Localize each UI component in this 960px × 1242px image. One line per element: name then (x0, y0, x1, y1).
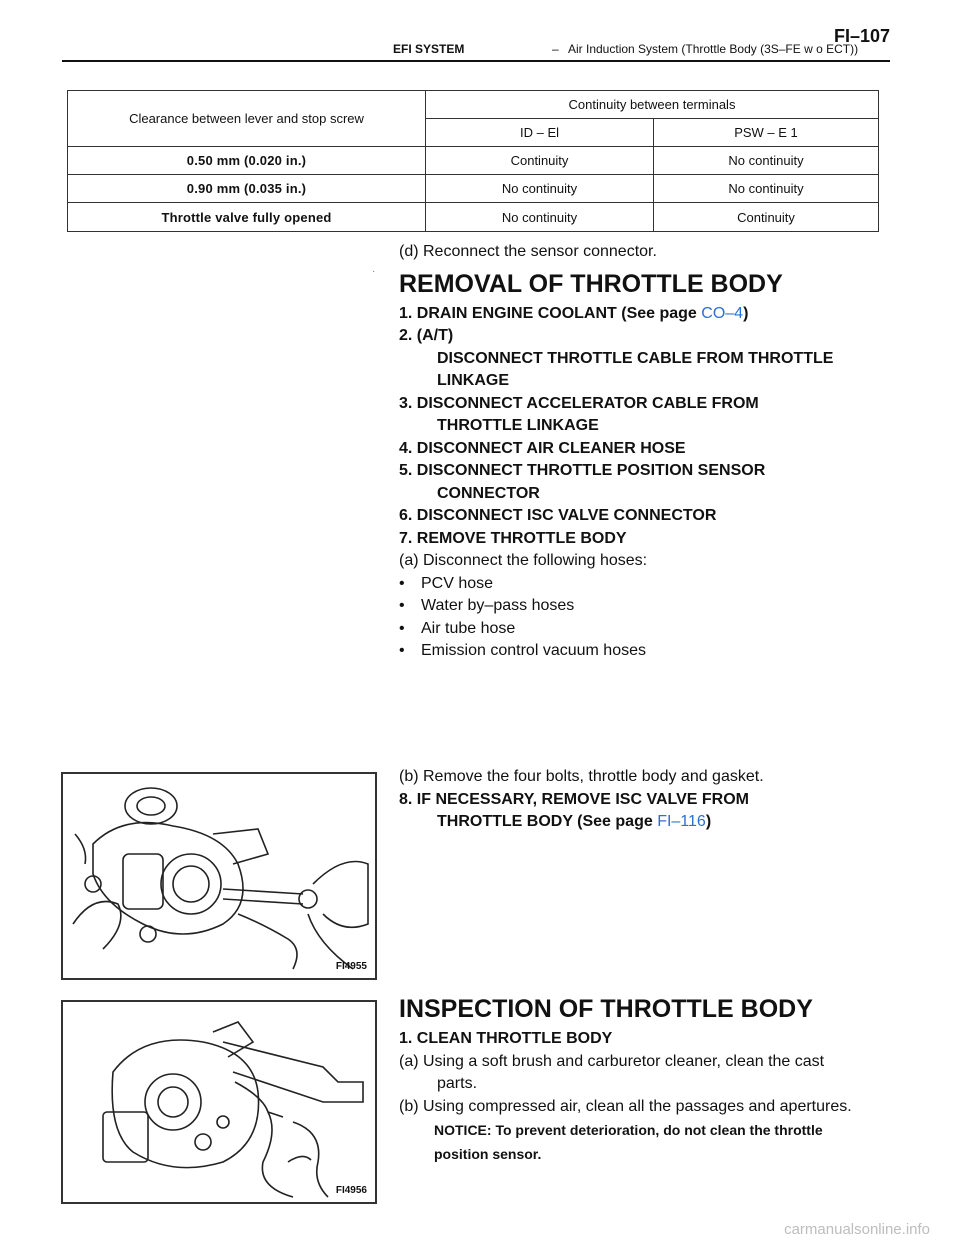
bullet-icon: • (399, 642, 405, 659)
list-item-text: PCV hose (421, 574, 494, 592)
watermark: carmanualsonline.info (784, 1221, 930, 1238)
list-item (399, 618, 879, 641)
step-5-line-2: CONNECTOR (437, 484, 540, 502)
step-8 (399, 789, 879, 834)
step-7: 7. REMOVE THROTTLE BODY (399, 529, 627, 547)
continuity-cell: Continuity (654, 203, 879, 232)
throttle-body-cleaning-illustration (63, 1002, 375, 1202)
inspection-step-a-line-2: parts. (437, 1075, 478, 1092)
step-2-line-1: DISCONNECT THROTTLE CABLE FROM THROTTLE (437, 349, 834, 367)
list-item (399, 595, 879, 618)
continuity-cell: No continuity (426, 175, 654, 203)
continuity-cell: Continuity (426, 147, 654, 175)
removal-section-continued (399, 766, 879, 834)
step-1 (399, 303, 879, 326)
figure-code: FI4955 (335, 961, 367, 972)
system-name: EFI SYSTEM (393, 42, 465, 56)
step-2-line-2: LINKAGE (437, 372, 509, 389)
page-number: FI–107 (833, 26, 890, 46)
table-row (68, 147, 879, 175)
terminal-psw-header: PSW – E 1 (654, 119, 879, 147)
step-8-text: THROTTLE BODY (See page (437, 813, 658, 830)
inspection-step-1: 1. CLEAN THROTTLE BODY (399, 1030, 613, 1047)
section-subtitle: Air Induction System (Throttle Body (3S–FE w o ECT)) (568, 42, 859, 56)
inspection-section (399, 992, 879, 1166)
list-item-text: Emission control vacuum hoses (421, 642, 646, 659)
removal-section (399, 241, 879, 663)
clearance-cell: Throttle valve fully opened (68, 203, 426, 232)
step-3 (399, 393, 879, 438)
figure-throttle-body-removal (61, 772, 377, 980)
clearance-cell: 0.50 mm (0.020 in.) (68, 147, 426, 175)
step-7a: (a) Disconnect the following hoses: (399, 552, 648, 569)
step-2 (399, 325, 879, 393)
step-d-text: (d) Reconnect the sensor connector. (399, 243, 657, 260)
inspection-title: INSPECTION OF THROTTLE BODY (399, 995, 813, 1023)
continuity-cell: No continuity (654, 175, 879, 203)
notice-line-2: position sensor. (434, 1146, 542, 1162)
link-fi-116[interactable]: FI–116 (657, 813, 706, 830)
table-row (68, 203, 879, 232)
bullet-icon: • (399, 619, 405, 637)
step-6: 6. DISCONNECT ISC VALVE CONNECTOR (399, 507, 717, 524)
figure-code: FI4956 (335, 1185, 367, 1196)
step-5 (399, 460, 879, 505)
inspection-step-a (399, 1051, 879, 1096)
figure-throttle-body-cleaning (61, 1000, 377, 1204)
continuity-cell: No continuity (426, 203, 654, 232)
notice-line-1: NOTICE: To prevent deterioration, do not clean the throttle (434, 1122, 823, 1138)
step-4: 4. DISCONNECT AIR CLEANER HOSE (399, 439, 686, 457)
step-7b: (b) Remove the four bolts, throttle body and gasket. (399, 768, 764, 785)
header-dash: – (552, 42, 559, 56)
removal-title: REMOVAL OF THROTTLE BODY (399, 269, 783, 298)
bullet-icon: • (399, 597, 405, 614)
step-1-text: 1. DRAIN ENGINE COOLANT (See page (399, 304, 702, 322)
inspection-step-b: (b) Using compressed air, clean all the passages and apertures. (399, 1097, 852, 1115)
continuity-cell: No continuity (654, 147, 879, 175)
step-3-line-1: 3. DISCONNECT ACCELERATOR CABLE FROM (399, 394, 759, 412)
list-item (399, 640, 879, 663)
throttle-body-removal-illustration (63, 774, 375, 978)
terminal-id-header: ID – El (426, 119, 654, 147)
table-row (68, 175, 879, 203)
header-rule (62, 60, 890, 62)
step-8-line-2 (399, 811, 879, 834)
step-8-close: ) (705, 813, 712, 830)
continuity-header: Continuity between terminals (426, 91, 879, 119)
step-2-label: 2. (A/T) (399, 327, 454, 344)
list-item-text: Air tube hose (421, 619, 516, 637)
page-header (62, 22, 890, 62)
step-8-line-1: 8. IF NECESSARY, REMOVE ISC VALVE FROM (399, 790, 749, 808)
step-1-close: ) (743, 304, 749, 322)
bullet-icon: • (399, 574, 405, 592)
step-5-line-1: 5. DISCONNECT THROTTLE POSITION SENSOR (399, 462, 766, 479)
inspection-step-a-line-1: (a) Using a soft brush and carburetor cleaner, clean the cast (399, 1052, 825, 1070)
stray-mark: · (372, 266, 376, 277)
list-item (399, 573, 879, 596)
step-3-line-2: THROTTLE LINKAGE (437, 417, 599, 434)
clearance-header: Clearance between lever and stop screw (68, 91, 426, 147)
clearance-cell: 0.90 mm (0.035 in.) (68, 175, 426, 203)
list-item-text: Water by–pass hoses (421, 597, 575, 614)
continuity-table (67, 90, 879, 232)
link-co-4[interactable]: CO–4 (701, 304, 744, 322)
